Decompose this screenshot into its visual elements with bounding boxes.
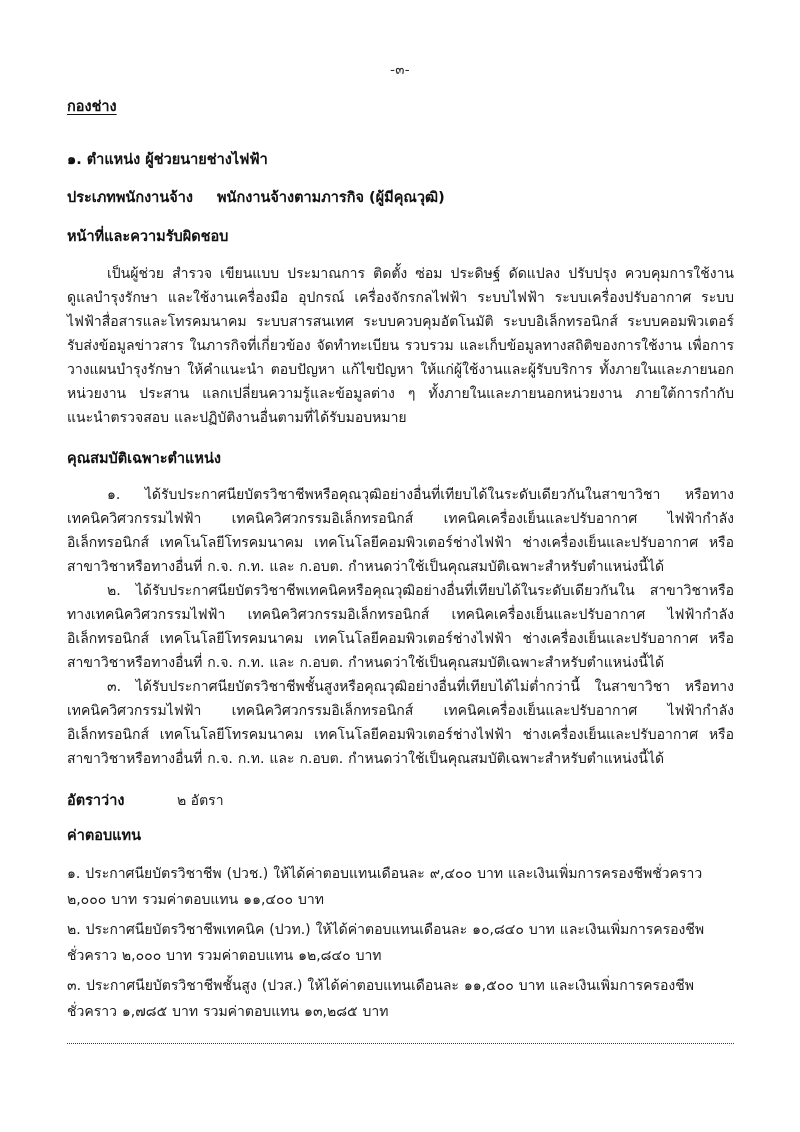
vacancy-row (67, 791, 734, 813)
compensation-item: ๑. ประกาศนียบัตรวิชาชีพ (ปวช.) ให้ได้ค่าตอบแทนเดือนละ ๙,๔๐๐ บาท และเงินเพิ่มการครองชีพชั่วคราว ๒,๐๐๐ บาท รวมค่าตอบแทน ๑๑,๔๐๐ บาท (67, 865, 703, 908)
duties-paragraph: เป็นผู้ช่วย สำรวจ เขียนแบบ ประมาณการ ติดตั้ง ซ่อม ประดิษฐ์ ดัดแปลง ปรับปรุง ควบคุมการใช้งาน ดูแลบำรุงรักษา และใช้งานเครื่องมือ อุปกรณ์ เครื่องจักรกลไฟฟ้า ระบบไฟฟ้า ระบบเครื่องปรับอากาศ ระบบไฟฟ้าสื่อสารและโทรคมนาคม ระบบสารสนเทศ ระบบควบคุมอัตโนมัติ ระบบอิเล็กทรอนิกส์ ระบบคอมพิวเตอร์ รับส่งข้อมูลข่าวสาร ในภารกิจที่เกี่ยวข้อง จัดทำทะเบียน รวบรวม และเก็บข้อมูลทางสถิติของการใช้งาน เพื่อการวางแผนบำรุงรักษา ให้คำแนะนำ ตอบปัญหา แก้ไขปัญหา ให้แก่ผู้ใช้งานและผู้รับบริการ ทั้งภายในและภายนอกหน่วยงาน ประสาน แลกเปลี่ยนความรู้และข้อมูลต่าง ๆ ทั้งภายในและภายนอกหน่วยงาน ภายใต้การกำกับ แนะนำตรวจสอบ และปฏิบัติงานอื่นตามที่ได้รับมอบหมาย (67, 265, 734, 426)
qualifications-heading: คุณสมบัติเฉพาะตำแหน่ง (67, 450, 221, 467)
spacer (67, 813, 734, 827)
department-heading: กองช่าง (67, 99, 117, 115)
compensation-heading: ค่าตอบแทน (67, 828, 141, 845)
qualification-item: ๒. ได้รับประกาศนียบัตรวิชาชีพเทคนิคหรือคุณวุฒิอย่างอื่นที่เทียบได้ในระดับเดียวกันใน สาขาวิชาหรือทางเทคนิควิศวกรรมไฟฟ้า เทคนิควิศวกรรมอิเล็กทรอนิกส์ เทคนิคเครื่องเย็นและปรับอากาศ ไฟฟ้ากำลัง อิเล็กทรอนิกส์ เทคโนโลยีโทรคมนาคม เทคโนโลยีคอมพิวเตอร์ช่างไฟฟ้า ช่างเครื่องเย็นและปรับอากาศ หรือสาขาวิชาหรือทางอื่นที่ ก.จ. ก.ท. และ ก.อบต. กำหนดว่าใช้เป็นคุณสมบัติเฉพาะสำหรับตำแหน่งนี้ได้ (67, 583, 734, 672)
vacancy-label: อัตราว่าง (67, 793, 125, 810)
qualification-item: ๓. ได้รับประกาศนียบัตรวิชาชีพชั้นสูงหรือคุณวุฒิอย่างอื่นที่เทียบได้ไม่ต่ำกว่านี้ ในสาขาวิชา หรือทางเทคนิควิศวกรรมไฟฟ้า เทคนิควิศวกรรมอิเล็กทรอนิกส์ เทคนิคเครื่องเย็นและปรับอากาศ ไฟฟ้ากำลัง อิเล็กทรอนิกส์ เทคโนโลยีโทรคมนาคม เทคโนโลยีคอมพิวเตอร์ช่างไฟฟ้า ช่างเครื่องเย็นและปรับอากาศ หรือ สาขาวิชาหรือทางอื่นที่ ก.จ. ก.ท. และ ก.อบต. กำหนดว่าใช้เป็นคุณสมบัติเฉพาะสำหรับตำแหน่งนี้ได้ (67, 679, 734, 768)
document-body (67, 96, 734, 1029)
spacer (67, 430, 734, 450)
duties-heading: หน้าที่และความรับผิดชอบ (67, 229, 229, 246)
employee-type-row (67, 188, 734, 208)
page-number: -๓- (390, 62, 410, 78)
vacancy-value: ๒ อัตรา (177, 793, 224, 810)
compensation-item: ๓. ประกาศนียบัตรวิชาชีพชั้นสูง (ปวส.) ให้ได้ค่าตอบแทนเดือนละ ๑๑,๕๐๐ บาท และเงินเพิ่มการครองชีพชั่วคราว ๑,๗๘๕ บาท รวมค่าตอบแทน ๑๓,๒๘๕ บาท (67, 977, 694, 1020)
employee-type-value: พนักงานจ้างตามภารกิจ (ผู้มีคุณวุฒิ) (217, 189, 445, 206)
qualifications-list (67, 483, 734, 771)
department-heading-row (67, 96, 734, 132)
compensation-item: ๒. ประกาศนียบัตรวิชาชีพเทคนิค (ปวท.) ให้ได้ค่าตอบแทนเดือนละ ๑๐,๘๔๐ บาท และเงินเพิ่มการครองชีพชั่วคราว ๒,๐๐๐ บาท รวมค่าตอบแทน ๑๒,๘๔๐ บาท (67, 921, 705, 964)
duties-block (67, 262, 734, 430)
qualification-item: ๑. ได้รับประกาศนียบัตรวิชาชีพหรือคุณวุฒิอย่างอื่นที่เทียบได้ในระดับเดียวกันในสาขาวิชา หรือทางเทคนิควิศวกรรมไฟฟ้า เทคนิควิศวกรรมอิเล็กทรอนิกส์ เทคนิคเครื่องเย็นและปรับอากาศ ไฟฟ้ากำลัง อิเล็กทรอนิกส์ เทคโนโลยีโทรคมนาคม เทคโนโลยีคอมพิวเตอร์ช่างไฟฟ้า ช่างเครื่องเย็นและปรับอากาศ หรือ สาขาวิชาหรือทางอื่นที่ ก.จ. ก.ท. และ ก.อบต. กำหนดว่าใช้เป็นคุณสมบัติเฉพาะสำหรับตำแหน่งนี้ได้ (67, 487, 734, 576)
footer-divider (67, 1043, 734, 1044)
employee-type-label: ประเภทพนักงานจ้าง (67, 189, 193, 206)
position-title-line: ๑. ตำแหน่ง ผู้ช่วยนายช่างไฟฟ้า (67, 151, 268, 168)
compensation-list (67, 861, 734, 1025)
spacer (67, 771, 734, 791)
